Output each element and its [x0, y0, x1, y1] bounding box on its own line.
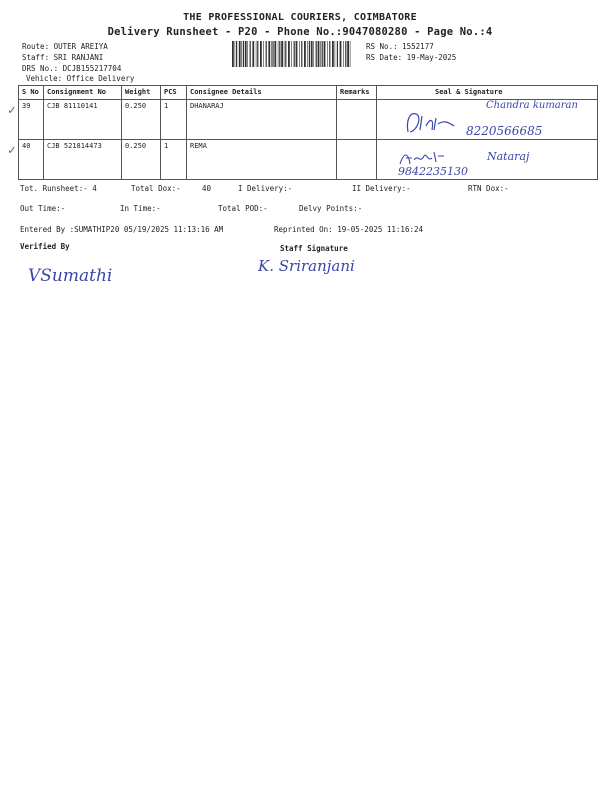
cell-consignee: DHANARAJ — [187, 100, 337, 140]
col-header-sno: S No — [19, 86, 44, 100]
total-runsheet: Tot. Runsheet:- 4 — [20, 184, 97, 193]
tick-mark-icon: ✓ — [8, 143, 16, 158]
i-delivery-label: I Delivery:- — [238, 184, 293, 193]
cell-remarks — [337, 140, 377, 180]
verifier-signature: VSumathi — [28, 266, 113, 286]
tick-mark-icon: ✓ — [8, 103, 16, 118]
entered-by: Entered By :SUMATHIP20 05/19/2025 11:13:16 AM — [20, 225, 224, 234]
drs-barcode — [232, 41, 352, 67]
rs-info — [366, 41, 456, 63]
route-label: Route: OUTER AREIYA — [22, 42, 108, 51]
staff-handwritten-signature: K. Sriranjani — [258, 257, 355, 275]
col-header-consignment: Consignment No — [44, 86, 122, 100]
cell-sno: 40 — [19, 140, 44, 180]
rs-date: RS Date: 19-May-2025 — [366, 53, 457, 62]
cell-pcs: 1 — [161, 100, 187, 140]
cell-consignment: CJB 81110141 — [44, 100, 122, 140]
total-pod-label: Total POD:- — [218, 204, 268, 213]
in-time-label: In Time:- — [120, 204, 161, 213]
rtn-dox-label: RTN Dox:- — [468, 184, 509, 193]
cell-pcs: 1 — [161, 140, 187, 180]
drs-label: DRS No.: DCJB155217704 — [22, 64, 122, 73]
staff-signature-label: Staff Signature — [280, 244, 348, 253]
reprinted-on: Reprinted On: 19-05-2025 11:16:24 — [274, 225, 424, 234]
cell-consignment: CJB 521814473 — [44, 140, 122, 180]
delvy-points-label: Delvy Points:- — [299, 204, 363, 213]
recipient-signature-1 — [404, 108, 464, 136]
rs-number: RS No.: 1552177 — [366, 42, 434, 51]
row1-handwritten-phone: 8220566685 — [466, 124, 543, 138]
cell-sno: 39 — [19, 100, 44, 140]
ii-delivery-label: II Delivery:- — [352, 184, 411, 193]
row1-handwritten-name: Chandra kumaran — [486, 100, 578, 111]
col-header-remarks: Remarks — [337, 86, 377, 100]
runsheet-subtitle: Delivery Runsheet - P20 - Phone No.:9047080280 - Page No.:4 — [107, 26, 493, 38]
row2-handwritten-phone: 9842235130 — [398, 165, 468, 178]
col-header-pcs: PCS — [161, 86, 187, 100]
staff-label: Staff: SRI RANJANI — [22, 53, 104, 62]
company-title: THE PROFESSIONAL COURIERS, COIMBATORE — [183, 12, 417, 23]
cell-weight: 0.250 — [122, 140, 161, 180]
row2-handwritten-name: Nataraj — [487, 150, 530, 163]
col-header-seal: Seal & Signature — [377, 86, 598, 100]
total-dox-value: 40 — [202, 184, 212, 193]
out-time-label: Out Time:- — [20, 204, 66, 213]
total-dox-label: Total Dox:- — [131, 184, 181, 193]
vehicle-label: Vehicle: Office Delivery — [26, 74, 135, 83]
table-header-row — [19, 86, 598, 100]
cell-remarks — [337, 100, 377, 140]
col-header-consignee: Consignee Details — [187, 86, 337, 100]
cell-weight: 0.250 — [122, 100, 161, 140]
cell-consignee: REMA — [187, 140, 337, 180]
col-header-weight: Weight — [122, 86, 161, 100]
verified-by-label: Verified By — [20, 242, 70, 251]
